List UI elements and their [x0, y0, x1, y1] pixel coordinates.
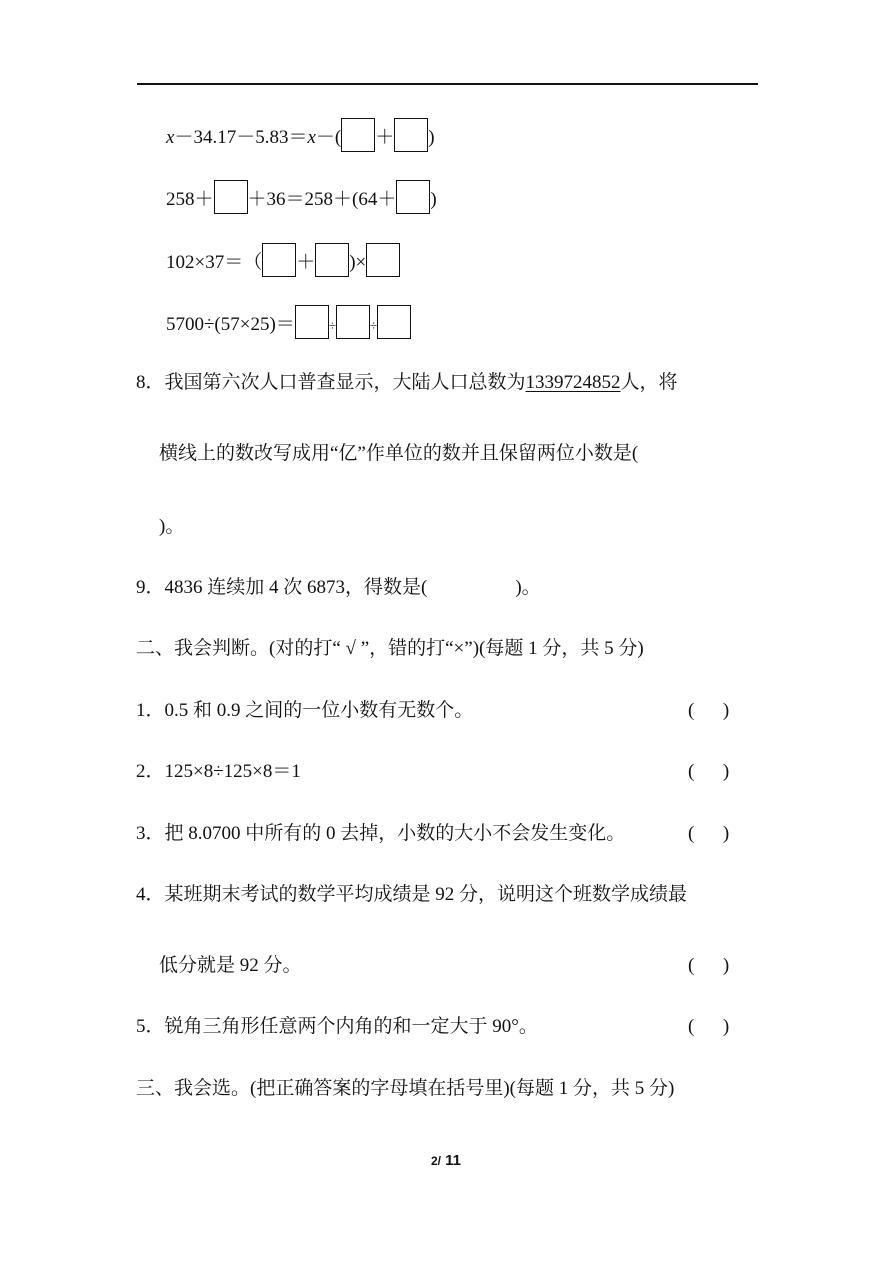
answer-box[interactable]: [295, 305, 329, 339]
judge-item-2: 2．125×8÷125×8＝1: [136, 761, 301, 782]
judge-item-5: 5．锐角三角形任意两个内角的和一定大于 90°。: [136, 1016, 538, 1037]
answer-box[interactable]: [396, 180, 430, 214]
equation-1: x－34.17－5.83＝x－( ＋ ): [166, 118, 435, 152]
answer-box[interactable]: [262, 243, 296, 277]
answer-box[interactable]: [366, 243, 400, 277]
question-8-line-1: 8．我国第六次人口普查显示，大陆人口总数为1339724852人，将: [136, 372, 678, 393]
answer-box[interactable]: [336, 305, 370, 339]
answer-box[interactable]: [341, 118, 375, 152]
header-rule: [137, 83, 758, 85]
answer-box[interactable]: [214, 180, 248, 214]
question-8-line-3: )。: [159, 516, 185, 537]
answer-box[interactable]: [315, 243, 349, 277]
judge-item-3: 3．把 8.0700 中所有的 0 去掉，小数的大小不会发生变化。: [136, 823, 626, 844]
page-number: 2/ 11: [430, 1152, 462, 1169]
equation-2: 258＋ ＋36＝258＋(64＋ ): [166, 180, 437, 214]
section-3-heading: 三、我会选。(把正确答案的字母填在括号里)(每题 1 分，共 5 分): [136, 1078, 675, 1099]
judge-item-4-line-1: 4．某班期末考试的数学平均成绩是 92 分，说明这个班数学成绩最: [136, 884, 688, 905]
answer-box[interactable]: [394, 118, 428, 152]
equation-4: 5700÷(57×25)＝ ÷ ÷: [166, 305, 411, 340]
answer-paren[interactable]: ( ): [688, 823, 730, 844]
answer-box[interactable]: [377, 305, 411, 339]
underlined-number: 1339724852: [525, 372, 621, 393]
judge-item-4-line-2: 低分就是 92 分。: [159, 955, 302, 976]
equation-3: 102×37＝（ ＋ )×: [166, 243, 400, 277]
question-9: 9．4836 连续加 4 次 6873，得数是( )。: [136, 577, 541, 598]
variable-x: x: [307, 127, 316, 148]
answer-paren[interactable]: ( ): [688, 761, 730, 782]
answer-paren[interactable]: ( ): [688, 700, 730, 721]
judge-item-1: 1．0.5 和 0.9 之间的一位小数有无数个。: [136, 700, 474, 721]
answer-paren[interactable]: ( ): [688, 1016, 730, 1037]
variable-x: x: [166, 127, 175, 148]
section-2-heading: 二、我会判断。(对的打“ √ ”，错的打“×”)(每题 1 分，共 5 分): [136, 638, 644, 659]
answer-paren[interactable]: ( ): [688, 955, 730, 976]
question-8-line-2: 横线上的数改写成用“亿”作单位的数并且保留两位小数是(: [159, 443, 639, 464]
